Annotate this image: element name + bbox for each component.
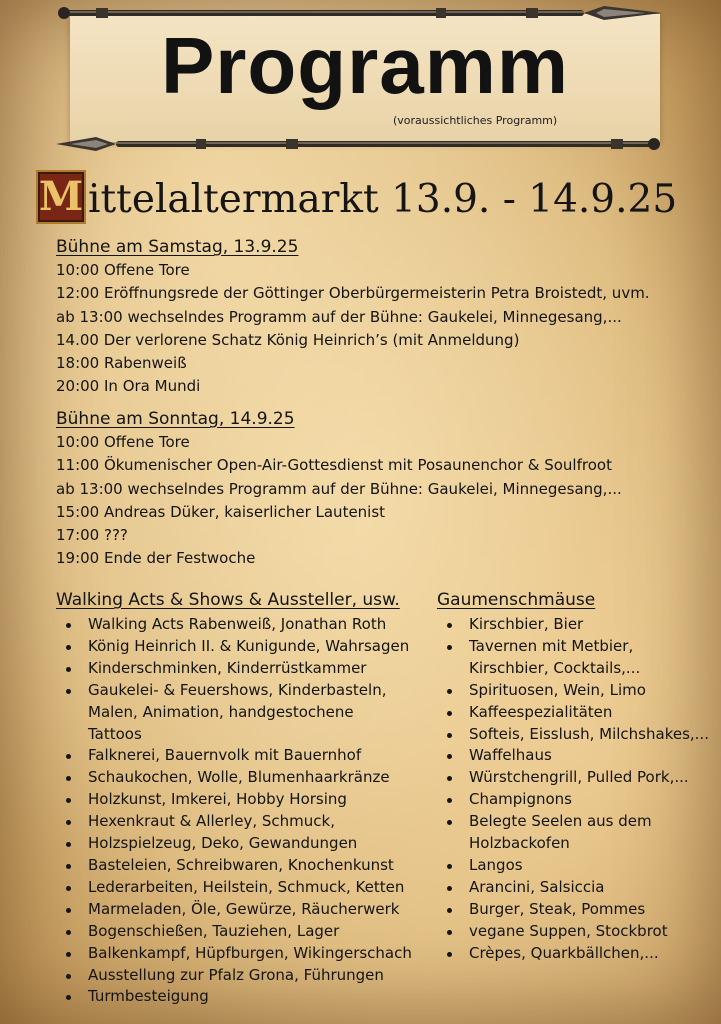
list-item: Falknerei, Bauernvolk mit Bauernhof — [56, 745, 428, 767]
schedule-line: 10:00 Offene Tore — [56, 261, 190, 279]
spear-bottom-icon — [56, 135, 662, 153]
food-section — [437, 589, 707, 965]
page-subtitle: (voraussichtliches Programm) — [393, 114, 558, 127]
list-item: Hexenkraut & Allerley, Schmuck, — [56, 811, 428, 833]
list-item: Softeis, Eisslush, Milchshakes,... — [437, 724, 707, 746]
schedule-line: ab 13:00 wechselndes Programm auf der Bühne: Gaukelei, Minnegesang,... — [56, 479, 622, 498]
food-heading: Gaumenschmäuse — [437, 590, 596, 610]
food-list — [437, 614, 707, 965]
list-item: Kaffeespezialitäten — [437, 702, 707, 724]
schedule-line: 14.00 Der verlorene Schatz König Heinrich’s (mit Anmeldung) — [56, 330, 520, 349]
list-item: Turmbesteigung — [56, 986, 428, 1008]
saturday-section — [56, 236, 650, 399]
saturday-heading: Bühne am Samstag, 13.9.25 — [56, 237, 299, 257]
list-item: Waffelhaus — [437, 745, 707, 767]
schedule-line: ab 13:00 wechselndes Programm auf der Bühne: Gaukelei, Minnegesang,... — [56, 307, 622, 326]
schedule-line: 15:00 Andreas Düker, kaiserlicher Lautenist — [56, 502, 386, 521]
schedule-line: 10:00 Offene Tore — [56, 433, 190, 451]
list-item: Bogenschießen, Tauziehen, Lager — [56, 921, 428, 943]
page-title: Programm — [160, 21, 570, 110]
list-item: Ausstellung zur Pfalz Grona, Führungen — [56, 965, 428, 987]
sunday-heading: Bühne am Sonntag, 14.9.25 — [56, 409, 295, 429]
list-item: Marmeladen, Öle, Gewürze, Räucherwerk — [56, 899, 428, 921]
list-item: Walking Acts Rabenweiß, Jonathan Roth — [56, 614, 428, 636]
illuminated-initial: M — [36, 170, 86, 224]
list-item: Langos — [437, 855, 707, 877]
walking-acts-section — [56, 589, 428, 1008]
schedule-line: 11:00 Ökumenischer Open-Air-Gottesdienst mit Posaunenchor & Soulfroot — [56, 456, 612, 475]
list-item: Belegte Seelen aus dem Holzbackofen — [437, 811, 707, 855]
schedule-line: 20:00 In Ora Mundi — [56, 377, 201, 396]
list-item: Spirituosen, Wein, Limo — [437, 680, 707, 702]
list-item: vegane Suppen, Stockbrot — [437, 921, 707, 943]
list-item: Basteleien, Schreibwaren, Knochenkunst — [56, 855, 428, 877]
list-item: Tavernen mit Metbier, Kirschbier, Cocktails,... — [437, 636, 707, 680]
list-item: Balkenkampf, Hüpfburgen, Wikingerschach — [56, 943, 428, 965]
list-item: Crèpes, Quarkbällchen,... — [437, 943, 707, 965]
schedule-line: 18:00 Rabenweiß — [56, 354, 187, 373]
list-item: Holzkunst, Imkerei, Hobby Horsing — [56, 789, 428, 811]
schedule-line: 19:00 Ende der Festwoche — [56, 549, 256, 568]
list-item: Arancini, Salsiccia — [437, 877, 707, 899]
list-item: König Heinrich II. & Kunigunde, Wahrsagen — [56, 636, 428, 658]
list-item: Champignons — [437, 789, 707, 811]
list-item: Kirschbier, Bier — [437, 614, 707, 636]
list-item: Kinderschminken, Kinderrüstkammer — [56, 658, 428, 680]
list-item: Holzspielzeug, Deko, Gewandungen — [56, 833, 428, 855]
list-item: Würstchengrill, Pulled Pork,... — [437, 767, 707, 789]
list-item: Lederarbeiten, Heilstein, Schmuck, Ketten — [56, 877, 428, 899]
event-heading — [36, 168, 677, 224]
list-item: Burger, Steak, Pommes — [437, 899, 707, 921]
schedule-line: 12:00 Eröffnungsrede der Göttinger Oberbürgermeisterin Petra Broistedt, uvm. — [56, 284, 650, 303]
event-title: ittelaltermarkt 13.9. - 14.9.25 — [88, 177, 678, 222]
schedule-line: 17:00 ??? — [56, 526, 128, 545]
walking-acts-list — [56, 614, 428, 1008]
walking-acts-heading: Walking Acts & Shows & Aussteller, usw. — [56, 590, 400, 610]
list-item: Gaukelei- & Feuershows, Kinderbasteln, Malen, Animation, handgestochene Tattoos — [56, 680, 428, 746]
list-item: Schaukochen, Wolle, Blumenhaarkränze — [56, 767, 428, 789]
sunday-section — [56, 408, 622, 571]
